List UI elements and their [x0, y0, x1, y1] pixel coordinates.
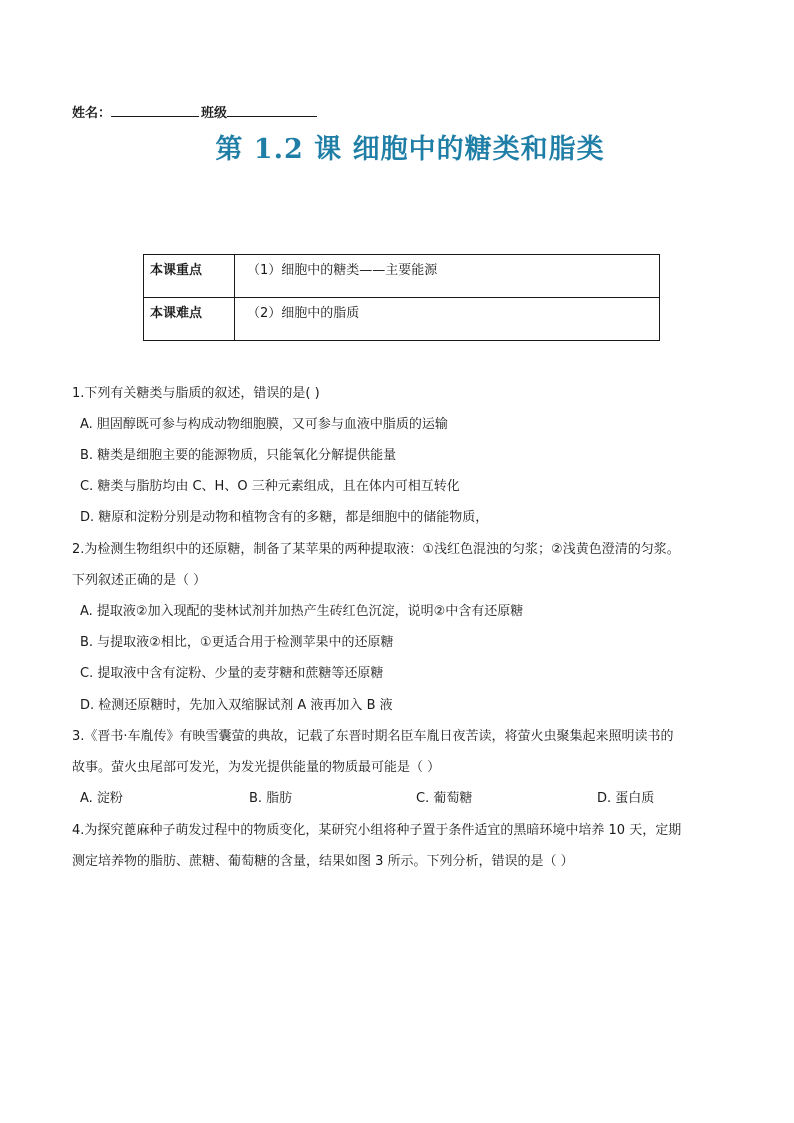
table-row: [144, 298, 660, 341]
table-row: [144, 255, 660, 298]
lesson-focus-table: [143, 254, 660, 341]
name-label: 姓名：: [72, 106, 112, 121]
focus-difficulty-label: 本课难点: [144, 298, 235, 341]
focus-difficulty-value: （2）细胞中的脂质: [235, 298, 660, 341]
question-2-option-d: D. 检测还原糖时，先加入双缩脲试剂 A 液再加入 B 液: [80, 698, 393, 713]
name-blank[interactable]: [111, 103, 199, 117]
class-blank[interactable]: [227, 103, 317, 117]
question-3-stem-line2: 故事。萤火虫尾部可发光，为发光提供能量的物质最可能是（ ）: [72, 760, 441, 775]
question-2-option-b: B. 与提取液②相比，①更适合用于检测苹果中的还原糖: [80, 635, 394, 650]
name-class-line: [72, 103, 317, 123]
focus-key-value: （1）细胞中的糖类——主要能源: [235, 255, 660, 298]
class-label: 班级: [201, 106, 228, 121]
question-1-option-b: B. 糖类是细胞主要的能源物质，只能氧化分解提供能量: [80, 448, 397, 463]
question-2-option-c: C. 提取液中含有淀粉、少量的麦芽糖和蔗糖等还原糖: [80, 666, 384, 681]
question-1-option-c: C. 糖类与脂肪均由 C、H、O 三种元素组成，且在体内可相互转化: [80, 479, 460, 494]
question-3-stem-line1: 3.《晋书·车胤传》有映雪囊萤的典故，记载了东晋时期名臣车胤日夜苦读，将萤火虫聚集起来照明读书的: [72, 729, 674, 744]
question-2-option-a: A. 提取液②加入现配的斐林试剂并加热产生砖红色沉淀，说明②中含有还原糖: [80, 604, 524, 619]
question-1-stem: 1.下列有关糖类与脂质的叙述，错误的是( ): [72, 386, 320, 401]
lesson-title: 第 1.2 课 细胞中的糖类和脂类: [215, 134, 605, 165]
question-1-option-a: A. 胆固醇既可参与构成动物细胞膜，又可参与血液中脂质的运输: [80, 417, 448, 432]
question-4-stem-line1: 4.为探究蓖麻种子萌发过程中的物质变化，某研究小组将种子置于条件适宜的黑暗环境中培养 10 天，定期: [72, 823, 682, 838]
question-2-stem-line2: 下列叙述正确的是（ ）: [72, 573, 207, 588]
question-3-option-d: D. 蛋白质: [597, 791, 655, 806]
question-2-stem-line1: 2.为检测生物组织中的还原糖，制备了某苹果的两种提取液：①浅红色混浊的匀浆；②浅黄色澄清的匀浆。: [72, 542, 680, 557]
question-3-option-a: A. 淀粉: [80, 791, 123, 806]
focus-key-label: 本课重点: [144, 255, 235, 298]
question-3-option-c: C. 葡萄糖: [416, 791, 473, 806]
question-1-option-d: D. 糖原和淀粉分别是动物和植物含有的多糖，都是细胞中的储能物质，: [80, 510, 489, 525]
question-4-stem-line2: 测定培养物的脂肪、蔗糖、葡萄糖的含量，结果如图 3 所示。下列分析，错误的是（ ）: [72, 854, 574, 869]
question-3-option-b: B. 脂肪: [249, 791, 293, 806]
